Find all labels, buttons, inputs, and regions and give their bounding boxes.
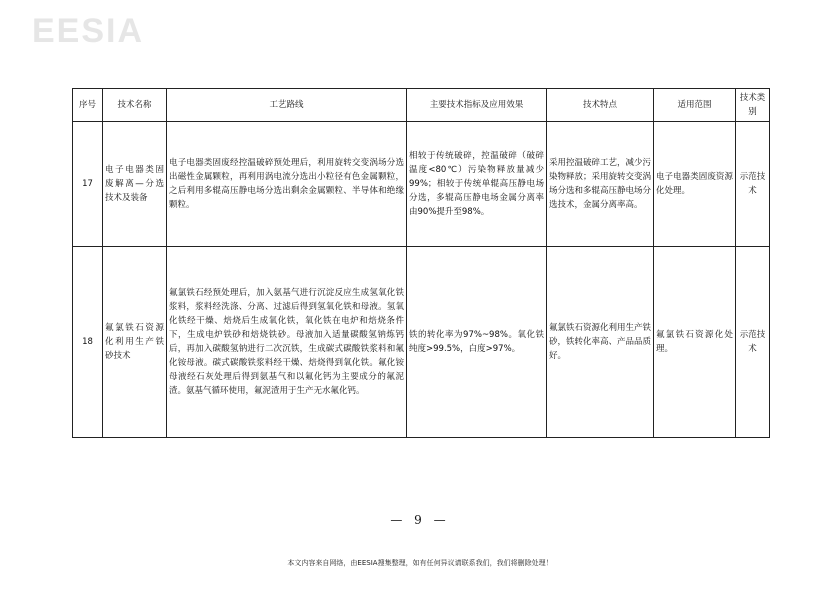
cell-effect: 铁的转化率为97%~98%。氧化铁纯度>99.5%，白度>97%。	[407, 247, 547, 438]
cell-effect: 相较于传统破碎，控温破碎（破碎温度<80℃）污染物释放量减少99%；相较于传统单辊高压静电场分选，多辊高压静电场金属分离率由90%提升至98%。	[407, 122, 547, 247]
table-header-row	[73, 89, 770, 122]
header-feature: 技术特点	[547, 89, 654, 122]
cell-name: 电子电器类固废解离—分选技术及装备	[103, 122, 167, 247]
header-no: 序号	[73, 89, 103, 122]
cell-route: 电子电器类固废经控温破碎预处理后，利用旋转交变涡场分选出磁性金属颗粒，再利用涡电流分选出小粒径有色金属颗粒，之后利用多辊高压静电场分选出剩余金属颗粒、半导体和绝缘颗粒。	[167, 122, 407, 247]
footer-disclaimer: 本文内容来自网络，由EESIA搜集整理，如有任何异议请联系我们，我们将删除处理！	[287, 559, 553, 567]
header-effect: 主要技术指标及应用效果	[407, 89, 547, 122]
header-category: 技术类别	[736, 89, 770, 122]
header-scope: 适用范围	[654, 89, 736, 122]
table-row	[73, 122, 770, 247]
cell-name: 氟氯铁石资源化利用生产铁砂技术	[103, 247, 167, 438]
cell-category: 示范技术	[736, 247, 770, 438]
cell-no: 18	[73, 247, 103, 438]
cell-no: 17	[73, 122, 103, 247]
cell-route: 氟氯铁石经预处理后，加入氨基气进行沉淀反应生成氢氧化铁浆料，浆料经洗涤、分离、过滤后得到氢氧化铁和母液。氢氧化铁经干燥、焙烧后生成氧化铁，氧化铁在电炉和焙烧条件下，生成电炉铁砂和焙烧铁砂。母液加入适量碳酸氢钠炼钙后，再加入碳酸氢钠进行二次沉铁，生成碳式碳酸铁浆料和氟化铵母液。碳式碳酸铁浆料经干燥、焙烧得到氧化铁。氟化铵母液经石灰处理后得到氨基气和以氟化钙为主要成分的氟泥渣。氨基气循环使用，氟泥渣用于生产无水氟化钙。	[167, 247, 407, 438]
technology-table	[72, 88, 770, 438]
eesia-logo: EESIA	[32, 12, 145, 50]
header-route: 工艺路线	[167, 89, 407, 122]
cell-feature: 采用控温破碎工艺，减少污染物释放；采用旋转交变涡场分选和多辊高压静电场分选技术，金属分离率高。	[547, 122, 654, 247]
page-number: — 9 —	[390, 513, 450, 527]
cell-category: 示范技术	[736, 122, 770, 247]
cell-feature: 氟氯铁石资源化利用生产铁砂，铁转化率高、产品品质好。	[547, 247, 654, 438]
table-row	[73, 247, 770, 438]
cell-scope: 氟氯铁石资源化处理。	[654, 247, 736, 438]
cell-scope: 电子电器类固废资源化处理。	[654, 122, 736, 247]
header-name: 技术名称	[103, 89, 167, 122]
